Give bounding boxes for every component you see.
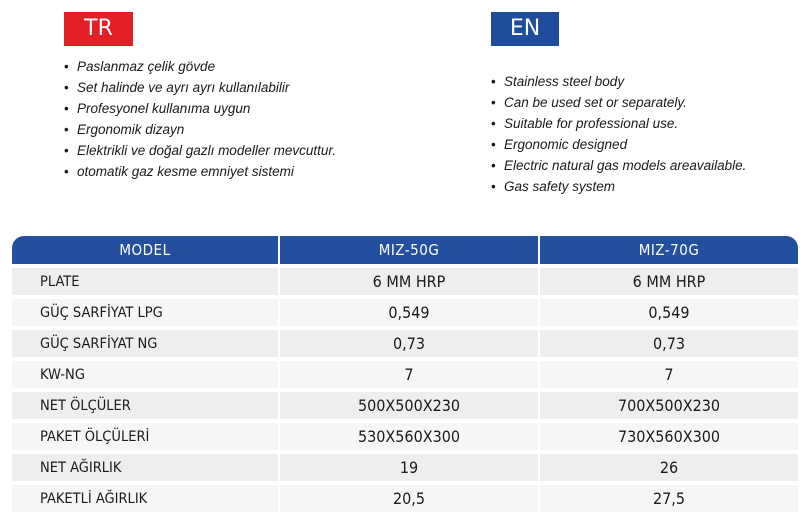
row-label: KW-NG (12, 357, 278, 388)
cell-value: 26 (538, 450, 798, 481)
cell-value: 500X500X230 (278, 388, 538, 419)
row-label: PAKET ÖLÇÜLERİ (12, 419, 278, 450)
header-model: MODEL (12, 236, 278, 264)
row-label: GÜÇ SARFİYAT LPG (12, 295, 278, 326)
spec-table (12, 236, 798, 512)
table-row (12, 357, 798, 388)
cell-value: 7 (538, 357, 798, 388)
table-row (12, 388, 798, 419)
cell-value: 27,5 (538, 481, 798, 512)
tr-feature-list (64, 56, 336, 182)
row-label: PLATE (12, 264, 278, 295)
table-row (12, 419, 798, 450)
cell-value: 530X560X300 (278, 419, 538, 450)
table-row (12, 450, 798, 481)
table-row (12, 326, 798, 357)
tr-feature-item: • Elektrikli ve doğal gazlı modeller mevcuttur. (64, 140, 336, 161)
cell-value: 0,73 (538, 326, 798, 357)
cell-value: 730X560X300 (538, 419, 798, 450)
cell-value: 0,73 (278, 326, 538, 357)
cell-value: 7 (278, 357, 538, 388)
en-feature-item: • Suitable for professional use. (491, 113, 746, 134)
en-feature-item: • Electric natural gas models areavailable. (491, 155, 746, 176)
en-language-badge: EN (491, 12, 559, 46)
en-feature-item: • Can be used set or separately. (491, 92, 746, 113)
row-label: NET AĞIRLIK (12, 450, 278, 481)
cell-value: 0,549 (278, 295, 538, 326)
en-feature-item: • Gas safety system (491, 176, 746, 197)
header-miz-70g: MIZ-70G (538, 236, 798, 264)
table-row (12, 264, 798, 295)
en-feature-list (491, 71, 746, 197)
table-header-row (12, 236, 798, 264)
cell-value: 700X500X230 (538, 388, 798, 419)
row-label: PAKETLİ AĞIRLIK (12, 481, 278, 512)
tr-feature-item: • otomatik gaz kesme emniyet sistemi (64, 161, 336, 182)
cell-value: 6 MM HRP (278, 264, 538, 295)
en-feature-item: • Stainless steel body (491, 71, 746, 92)
tr-feature-item: • Paslanmaz çelik gövde (64, 56, 336, 77)
row-label: GÜÇ SARFİYAT NG (12, 326, 278, 357)
en-feature-item: • Ergonomic designed (491, 134, 746, 155)
row-label: NET ÖLÇÜLER (12, 388, 278, 419)
table-row (12, 295, 798, 326)
table-row (12, 481, 798, 512)
cell-value: 20,5 (278, 481, 538, 512)
cell-value: 19 (278, 450, 538, 481)
tr-feature-item: • Profesyonel kullanıma uygun (64, 98, 336, 119)
header-miz-50g: MIZ-50G (278, 236, 538, 264)
cell-value: 0,549 (538, 295, 798, 326)
cell-value: 6 MM HRP (538, 264, 798, 295)
tr-feature-item: • Ergonomik dizayn (64, 119, 336, 140)
tr-feature-item: • Set halinde ve ayrı ayrı kullanılabilir (64, 77, 336, 98)
tr-language-badge: TR (64, 12, 133, 46)
